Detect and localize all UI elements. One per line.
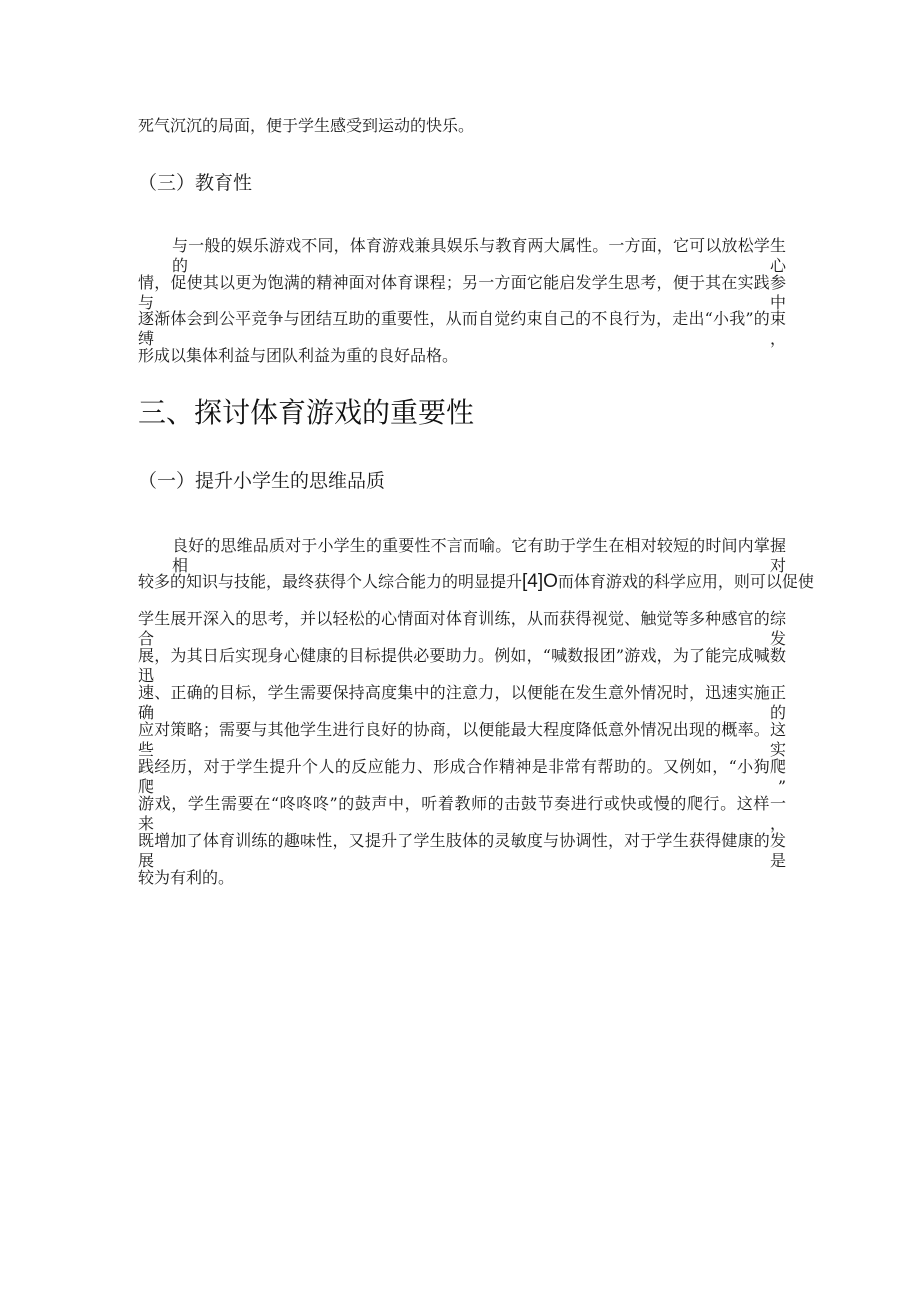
paragraph-text: 较多的知识与技能，最终获得个人综合能力的明显提升 [138, 572, 523, 591]
section-heading-thinking-quality: （一）提升小学生的思维品质 [138, 470, 386, 492]
paragraph-line: 情，促使其以更为饱满的精神面对体育课程；另一方面它能启发学生思考，便于其在实践参与中 [138, 273, 786, 312]
paragraph-line: 逐渐体会到公平竞争与团结互助的重要性，从而自觉约束自己的不良行为，走出“小我”的束缚， [138, 309, 786, 348]
citation-ref: [4]O [522, 571, 558, 592]
section-heading-education: （三）教育性 [138, 172, 253, 194]
paragraph-line: 与一般的娱乐游戏不同，体育游戏兼具娱乐与教育两大属性。一方面，它可以放松学生的心 [172, 236, 786, 275]
paragraph-line: 游戏，学生需要在“咚咚咚”的鼓声中，听着教师的击鼓节奏进行或快或慢的爬行。这样一来， [138, 794, 786, 833]
paragraph-line: 死气沉沉的局面，便于学生感受到运动的快乐。 [138, 116, 475, 135]
paragraph-line: 既增加了体育训练的趣味性，又提升了学生肢体的灵敏度与协调性，对于学生获得健康的发展是 [138, 831, 786, 870]
paragraph-line: 良好的思维品质对于小学生的重要性不言而喻。它有助于学生在相对较短的时间内掌握相对 [172, 536, 786, 575]
chapter-heading: 三、探讨体育游戏的重要性 [138, 396, 475, 429]
paragraph-text: 而体育游戏的科学应用，则可以促使 [557, 572, 814, 591]
paragraph-line: 形成以集体利益与团队利益为重的良好品格。 [138, 346, 459, 365]
paragraph-line: 速、正确的目标，学生需要保持高度集中的注意力，以便能在发生意外情况时，迅速实施正确的 [138, 683, 786, 722]
paragraph-line: 应对策略；需要与其他学生进行良好的协商，以便能最大程度降低意外情况出现的概率。这些实 [138, 720, 786, 759]
paragraph-line: 展，为其日后实现身心健康的目标提供必要助力。例如，“喊数报团”游戏，为了能完成喊数迅 [138, 646, 786, 685]
paragraph-line: 较为有利的。 [138, 868, 235, 887]
paragraph-line [138, 572, 814, 592]
paragraph-line: 践经历，对于学生提升个人的反应能力、形成合作精神是非常有帮助的。又例如，“小狗爬爬” [138, 757, 786, 796]
paragraph-line: 学生展开深入的思考，并以轻松的心情面对体育训练，从而获得视觉、触觉等多种感官的综合发 [138, 609, 786, 648]
